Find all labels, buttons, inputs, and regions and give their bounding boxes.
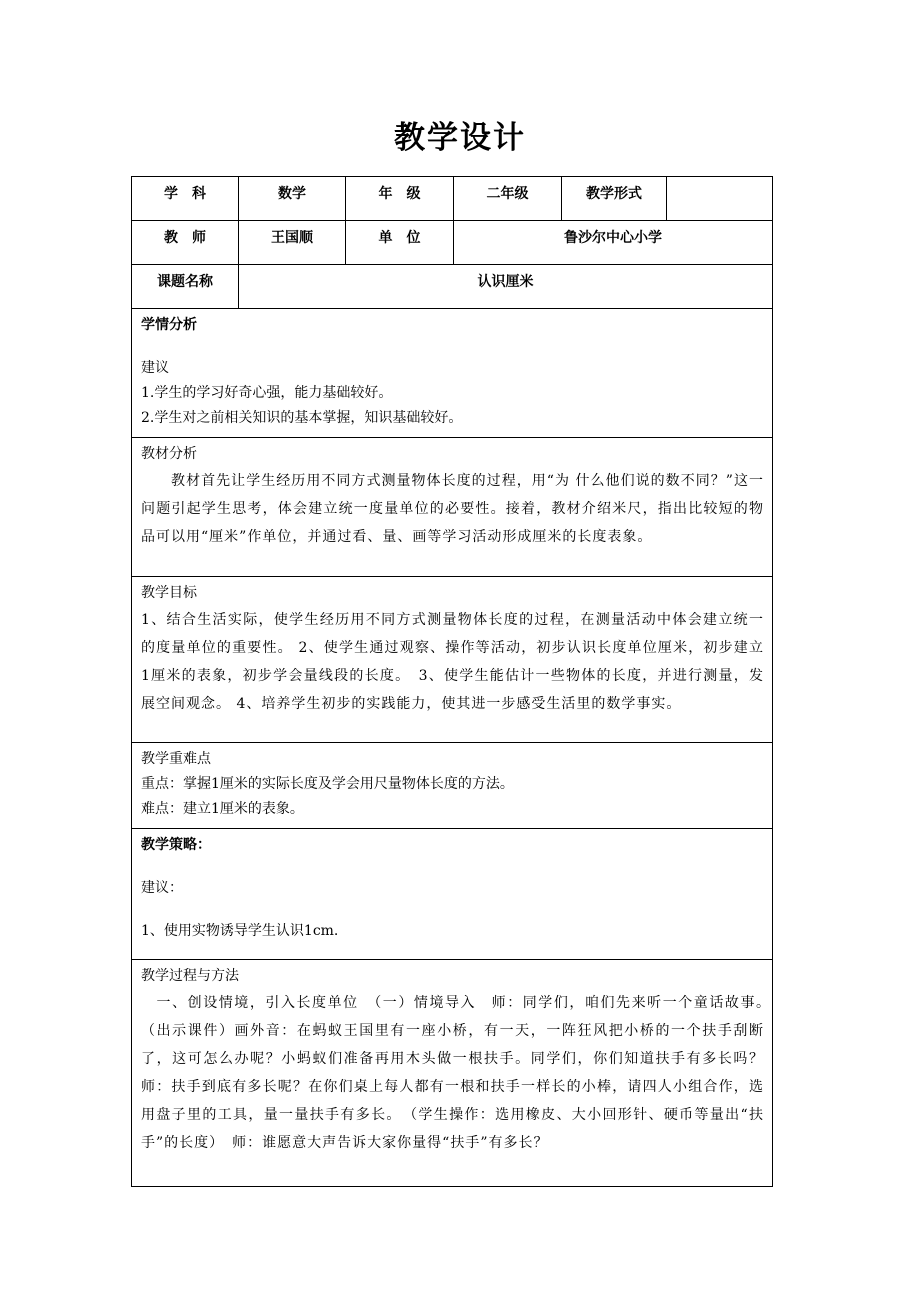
section-learning — [132, 309, 773, 438]
topic-value: 认识厘米 — [239, 265, 773, 309]
goals-heading: 教学目标 — [141, 585, 197, 601]
material-heading: 教材分析 — [141, 446, 197, 462]
form-label: 教学形式 — [562, 177, 667, 221]
strategy-heading: 教学策略： — [141, 837, 211, 853]
learning-heading: 学情分析 — [141, 317, 197, 333]
section-process — [132, 960, 773, 1187]
unit-label: 单 位 — [346, 221, 454, 265]
goals-text: 1、结合生活实际，使学生经历用不同方式测量物体长度的过程，在测量活动中体会建立统一的度量单位的重要性。 2、使学生通过观察、操作等活动，初步认识长度单位厘米，初步建立1厘米的表象，初步学会量线段的长度。 3、使学生能估计一些物体的长度，并进行测量，发展空间观念。 4、培养学生初步的实践能力，使其进一步感受生活里的数学事实。 — [141, 612, 764, 712]
teacher-label: 教 师 — [132, 221, 239, 265]
strategy-sub: 建议： — [141, 880, 183, 896]
key-line-2: 难点：建立1厘米的表象。 — [141, 801, 304, 817]
info-row-subject — [132, 177, 773, 221]
learning-line-2: 2.学生对之前相关知识的基本掌握，知识基础较好。 — [141, 410, 463, 426]
material-text: 教材首先让学生经历用不同方式测量物体长度的过程，用“为 什么他们说的数不同？”这一问题引起学生思考，体会建立统一度量单位的必要性。接着，教材介绍米尺，指出比较短的物品可以用“厘米”作单位，并通过看、量、画等学习活动形成厘米的长度表象。 — [141, 473, 764, 545]
grade-label: 年 级 — [346, 177, 454, 221]
key-line-1: 重点：掌握1厘米的实际长度及学会用尺量物体长度的方法。 — [141, 776, 514, 792]
teacher-value: 王国顺 — [239, 221, 346, 265]
info-row-topic — [132, 265, 773, 309]
document-title: 教学设计 — [394, 120, 526, 156]
topic-label: 课题名称 — [132, 265, 239, 309]
strategy-line: 1、使用实物诱导学生认识1cm. — [141, 923, 339, 939]
section-material — [132, 438, 773, 577]
learning-line-1: 1.学生的学习好奇心强，能力基础较好。 — [141, 385, 393, 401]
process-text: 一、创设情境，引入长度单位 （一）情境导入 师：同学们，咱们先来听一个童话故事。 （出示课件）画外音：在蚂蚁王国里有一座小桥，有一天，一阵狂风把小桥的一个扶手刮断了，这可怎么办呢？小蚂蚁们准备再用木头做一根扶手。同学们，你们知道扶手有多长吗？ 师：扶手到底有多长呢？在你们桌上每人都有一根和扶手一样长的小棒，请四人小组合作，选用盘子里的工具，量一量扶手有多长。 （学生操作：选用橡皮、大小回形针、硬币等量出“扶手”的长度） 师：谁愿意大声告诉大家你量得“扶手”有多长？ — [141, 995, 779, 1151]
grade-value: 二年级 — [454, 177, 562, 221]
section-goals — [132, 577, 773, 743]
section-strategy — [132, 829, 773, 960]
learning-sub: 建议 — [141, 360, 169, 376]
info-row-teacher — [132, 221, 773, 265]
lesson-plan-table — [131, 176, 779, 1187]
section-key — [132, 743, 773, 829]
unit-value: 鲁沙尔中心小学 — [454, 221, 773, 265]
subject-label: 学 科 — [132, 177, 239, 221]
process-heading: 教学过程与方法 — [141, 968, 239, 984]
key-heading: 教学重难点 — [141, 751, 211, 767]
form-value — [667, 177, 773, 221]
subject-value: 数学 — [239, 177, 346, 221]
